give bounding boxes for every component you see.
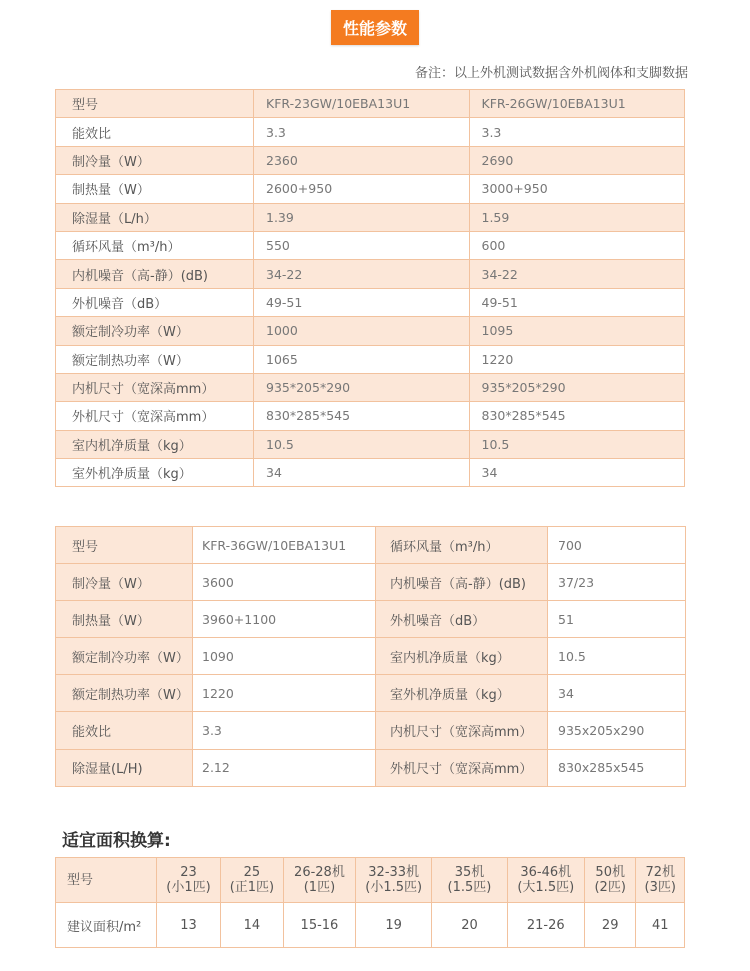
spec-row	[56, 260, 685, 288]
spec-row	[56, 373, 685, 401]
spec-value: 1220	[193, 675, 376, 712]
spec-label: 室外机净质量（kg）	[376, 675, 548, 712]
area-model-hp: (3匹)	[644, 880, 676, 895]
spec-label: 循环风量（m³/h）	[376, 527, 548, 564]
area-model-size: 25	[243, 865, 261, 880]
spec-label: 外机尺寸（宽深高mm）	[376, 749, 548, 786]
spec-label: 室内机净质量（kg）	[56, 430, 254, 458]
spec-row	[56, 527, 686, 564]
spec-table-1	[55, 89, 685, 487]
area-table	[55, 857, 685, 948]
spec-value-model-a: 550	[254, 231, 470, 259]
spec-value-model-a: 830*285*545	[254, 402, 470, 430]
spec-label: 外机噪音（dB）	[56, 288, 254, 316]
spec-value-model-a: 1065	[254, 345, 470, 373]
spec-value-model-b: 600	[469, 231, 685, 259]
spec-label: 外机噪音（dB）	[376, 601, 548, 638]
spec-label: 除湿量（L/h）	[56, 203, 254, 231]
section-badge: 性能参数	[331, 10, 419, 45]
area-model-size: 26-28机	[294, 865, 345, 880]
area-model-header	[432, 858, 507, 903]
spec-label: 型号	[56, 527, 193, 564]
spec-label: 额定制冷功率（W）	[56, 638, 193, 675]
spec-label: 型号	[56, 90, 254, 118]
area-value: 21-26	[507, 903, 584, 948]
spec-row	[56, 231, 685, 259]
spec-row	[56, 175, 685, 203]
spec-table-2	[55, 526, 686, 787]
spec-row	[56, 203, 685, 231]
area-model-hp: (小1匹)	[166, 880, 211, 895]
spec-value: 34	[548, 675, 686, 712]
spec-label: 内机噪音（高-静）(dB)	[56, 260, 254, 288]
spec-value-model-b: 1095	[469, 317, 685, 345]
spec-value-model-a: 10.5	[254, 430, 470, 458]
spec-label: 制热量（W）	[56, 175, 254, 203]
area-row-header: 型号	[56, 858, 157, 903]
area-value: 19	[356, 903, 432, 948]
spec-label: 能效比	[56, 712, 193, 749]
area-model-size: 35机	[454, 865, 485, 880]
area-model-hp: (1.5匹)	[447, 880, 492, 895]
spec-label: 室外机净质量（kg）	[56, 459, 254, 487]
area-value: 13	[157, 903, 221, 948]
spec-row	[56, 601, 686, 638]
spec-value-model-a: 935*205*290	[254, 373, 470, 401]
area-model-hp: (正1匹)	[229, 880, 275, 895]
spec-label: 循环风量（m³/h）	[56, 231, 254, 259]
spec-row	[56, 90, 685, 118]
area-value: 29	[584, 903, 636, 948]
spec-row	[56, 402, 685, 430]
remark-note: 备注：以上外机测试数据含外机阀体和支脚数据	[414, 66, 688, 81]
spec-label: 能效比	[56, 118, 254, 146]
spec-row	[56, 712, 686, 749]
spec-value-model-b: 3.3	[469, 118, 685, 146]
spec-value: 830x285x545	[548, 749, 686, 786]
spec-value: 935x205x290	[548, 712, 686, 749]
spec-value-model-a: 1.39	[254, 203, 470, 231]
spec-value-model-a: 2360	[254, 146, 470, 174]
area-model-size: 23	[180, 865, 197, 880]
area-model-header	[507, 858, 584, 903]
spec-value: 10.5	[548, 638, 686, 675]
spec-label: 额定制热功率（W）	[56, 675, 193, 712]
spec-value-model-a: KFR-23GW/10EBA13U1	[254, 90, 470, 118]
area-model-hp: (2匹)	[594, 880, 626, 895]
spec-row	[56, 118, 685, 146]
area-model-header	[283, 858, 355, 903]
spec-label: 外机尺寸（宽深高mm）	[56, 402, 254, 430]
spec-row	[56, 430, 685, 458]
area-value: 41	[636, 903, 685, 948]
spec-row	[56, 288, 685, 316]
area-model-size: 72机	[645, 865, 675, 880]
spec-value-model-b: KFR-26GW/10EBA13U1	[469, 90, 685, 118]
spec-row	[56, 345, 685, 373]
area-model-size: 50机	[595, 865, 625, 880]
area-model-header	[157, 858, 221, 903]
spec-label: 内机尺寸（宽深高mm）	[376, 712, 548, 749]
spec-label: 内机尺寸（宽深高mm）	[56, 373, 254, 401]
spec-value-model-a: 1000	[254, 317, 470, 345]
spec-value-model-b: 10.5	[469, 430, 685, 458]
spec-value-model-b: 1.59	[469, 203, 685, 231]
spec-label: 内机噪音（高-静）(dB)	[376, 564, 548, 601]
area-model-header	[220, 858, 283, 903]
spec-row	[56, 459, 685, 487]
spec-value: KFR-36GW/10EBA13U1	[193, 527, 376, 564]
area-row-label: 建议面积/m²	[56, 903, 157, 948]
spec-value-model-b: 34	[469, 459, 685, 487]
spec-value-model-a: 3.3	[254, 118, 470, 146]
area-model-size: 32-33机	[368, 865, 420, 880]
spec-value-model-a: 34	[254, 459, 470, 487]
spec-row	[56, 317, 685, 345]
area-value: 20	[432, 903, 507, 948]
spec-value: 51	[548, 601, 686, 638]
area-model-hp: (大1.5匹)	[517, 880, 575, 895]
spec-label: 除湿量(L/H)	[56, 749, 193, 786]
spec-value-model-a: 2600+950	[254, 175, 470, 203]
spec-label: 制热量（W）	[56, 601, 193, 638]
spec-value: 3.3	[193, 712, 376, 749]
spec-row	[56, 146, 685, 174]
spec-row	[56, 675, 686, 712]
spec-value-model-b: 3000+950	[469, 175, 685, 203]
spec-label: 制冷量（W）	[56, 564, 193, 601]
spec-value-model-b: 2690	[469, 146, 685, 174]
spec-value-model-a: 49-51	[254, 288, 470, 316]
area-section-title: 适宜面积换算:	[62, 831, 171, 851]
spec-value-model-b: 935*205*290	[469, 373, 685, 401]
spec-value: 2.12	[193, 749, 376, 786]
spec-value-model-b: 830*285*545	[469, 402, 685, 430]
area-model-header	[584, 858, 636, 903]
spec-value: 3960+1100	[193, 601, 376, 638]
spec-value-model-b: 1220	[469, 345, 685, 373]
spec-value: 700	[548, 527, 686, 564]
spec-label: 室内机净质量（kg）	[376, 638, 548, 675]
spec-row	[56, 638, 686, 675]
area-value: 14	[220, 903, 283, 948]
area-model-hp: (1匹)	[303, 880, 336, 895]
spec-value: 3600	[193, 564, 376, 601]
spec-value: 1090	[193, 638, 376, 675]
area-model-header	[636, 858, 685, 903]
area-value: 15-16	[283, 903, 355, 948]
spec-value-model-b: 49-51	[469, 288, 685, 316]
spec-value-model-b: 34-22	[469, 260, 685, 288]
spec-label: 额定制热功率（W）	[56, 345, 254, 373]
spec-value-model-a: 34-22	[254, 260, 470, 288]
spec-row	[56, 564, 686, 601]
spec-label: 额定制冷功率（W）	[56, 317, 254, 345]
area-model-header	[356, 858, 432, 903]
area-model-size: 36-46机	[520, 865, 572, 880]
area-model-hp: (小1.5匹)	[365, 880, 423, 895]
spec-row	[56, 749, 686, 786]
spec-value: 37/23	[548, 564, 686, 601]
spec-label: 制冷量（W）	[56, 146, 254, 174]
